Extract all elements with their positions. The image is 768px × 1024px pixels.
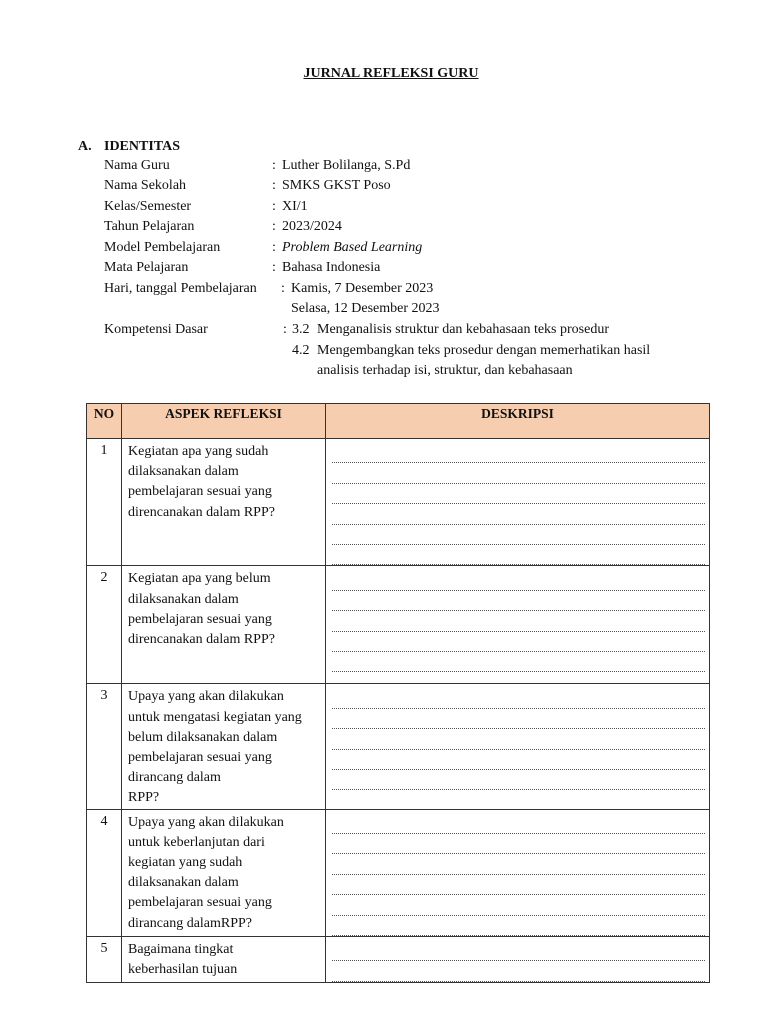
aspek-line: dirancang dalam <box>128 770 221 786</box>
dotted-answer-line[interactable] <box>332 854 705 874</box>
dotted-answer-line[interactable] <box>332 652 705 672</box>
dotted-answer-line[interactable] <box>332 750 705 770</box>
row-no: 5 <box>87 936 122 982</box>
kompetensi-text: Menganalisis struktur dan kebahasaan teks prosedur <box>317 322 609 337</box>
document-title: JURNAL REFLEKSI GURU <box>303 66 479 81</box>
dotted-answer-line[interactable] <box>332 591 705 611</box>
section-title: IDENTITAS <box>104 139 180 154</box>
dotted-answer-line[interactable] <box>332 632 705 652</box>
kompetensi-num: 4.2 <box>292 343 310 358</box>
dotted-answer-line[interactable] <box>332 770 705 790</box>
row-no: 4 <box>87 809 122 936</box>
header-no: NO <box>87 404 122 439</box>
table-row <box>87 684 710 809</box>
row-no: 1 <box>87 439 122 566</box>
aspek-line: kegiatan yang sudah <box>128 854 243 870</box>
dotted-answer-line[interactable] <box>332 875 705 895</box>
aspek-line: untuk keberlanjutan dari <box>128 834 265 850</box>
dotted-answer-line[interactable] <box>332 463 705 483</box>
dotted-answer-line[interactable] <box>332 484 705 504</box>
header-aspek: ASPEK REFLEKSI <box>122 404 326 439</box>
dotted-answer-line[interactable] <box>332 443 705 463</box>
dotted-answer-line[interactable] <box>332 709 705 729</box>
dotted-answer-line[interactable] <box>332 834 705 854</box>
aspek-line: Bagaimana tingkat <box>128 941 234 957</box>
dotted-answer-line[interactable] <box>332 570 705 590</box>
field-colon: : <box>272 219 276 234</box>
aspek-line: dilaksanakan dalam <box>128 464 239 480</box>
row-aspek <box>122 439 326 566</box>
aspek-line: dilaksanakan dalam <box>128 591 239 607</box>
field-value: Bahasa Indonesia <box>282 260 381 275</box>
aspek-line: Upaya yang akan dilakukan <box>128 814 284 830</box>
aspek-line: Upaya yang akan dilakukan <box>128 689 284 705</box>
field-colon: : <box>281 281 285 296</box>
dotted-answer-line[interactable] <box>332 525 705 545</box>
field-colon: : <box>272 260 276 275</box>
dotted-answer-line[interactable] <box>332 729 705 749</box>
dotted-answer-line[interactable] <box>332 916 705 936</box>
field-value: 2023/2024 <box>282 219 342 234</box>
aspek-line: direncanakan dalam RPP? <box>128 631 275 647</box>
row-aspek <box>122 684 326 809</box>
field-label: Nama Guru <box>104 158 170 173</box>
table-header-row <box>87 404 710 439</box>
row-deskripsi[interactable] <box>326 936 710 982</box>
field-value: XI/1 <box>282 199 308 214</box>
field-colon: : <box>272 199 276 214</box>
aspek-line: pembelajaran sesuai yang <box>128 749 272 765</box>
row-deskripsi[interactable] <box>326 684 710 809</box>
row-deskripsi[interactable] <box>326 566 710 684</box>
field-colon: : <box>272 158 276 173</box>
field-label: Nama Sekolah <box>104 178 187 193</box>
aspek-line: pembelajaran sesuai yang <box>128 611 272 627</box>
table-row <box>87 809 710 936</box>
aspek-line: RPP? <box>128 790 160 806</box>
aspek-line: dirancang dalamRPP? <box>128 915 253 931</box>
kompetensi-text: Mengembangkan teks prosedur dengan memerhatikan hasil <box>317 343 651 358</box>
row-aspek <box>122 936 326 982</box>
dotted-answer-line[interactable] <box>332 545 705 565</box>
field-label: Hari, tanggal Pembelajaran <box>104 281 257 296</box>
field-label: Kelas/Semester <box>104 199 192 214</box>
table-row <box>87 566 710 684</box>
row-aspek <box>122 566 326 684</box>
kompetensi-text-line2: analisis terhadap isi, struktur, dan kebahasaan <box>317 363 573 378</box>
field-value: Kamis, 7 Desember 2023 <box>291 281 434 296</box>
dotted-answer-line[interactable] <box>332 504 705 524</box>
section-letter: A. <box>78 139 92 154</box>
kompetensi-colon: : <box>283 322 287 337</box>
row-no: 2 <box>87 566 122 684</box>
field-value: Problem Based Learning <box>282 240 423 255</box>
aspek-line: belum dilaksanakan dalam <box>128 729 278 745</box>
kompetensi-label: Kompetensi Dasar <box>104 322 208 337</box>
row-deskripsi[interactable] <box>326 439 710 566</box>
field-label: Mata Pelajaran <box>104 260 189 275</box>
field-colon: : <box>272 178 276 193</box>
section-heading-identitas <box>78 139 180 155</box>
aspek-line: untuk mengatasi kegiatan yang <box>128 709 302 725</box>
field-label: Tahun Pelajaran <box>104 219 195 234</box>
field-colon: : <box>272 240 276 255</box>
field-value-second: Selasa, 12 Desember 2023 <box>291 301 440 316</box>
dotted-answer-line[interactable] <box>332 941 705 961</box>
aspek-line: pembelajaran sesuai yang <box>128 895 272 911</box>
aspek-line: Kegiatan apa yang sudah <box>128 444 269 459</box>
table-row <box>87 936 710 982</box>
field-label: Model Pembelajaran <box>104 240 221 255</box>
table-row <box>87 439 710 566</box>
row-no: 3 <box>87 684 122 809</box>
field-value: Luther Bolilanga, S.Pd <box>282 158 411 173</box>
aspek-line: pembelajaran sesuai yang <box>128 484 272 500</box>
dotted-answer-line[interactable] <box>332 688 705 708</box>
row-deskripsi[interactable] <box>326 809 710 936</box>
dotted-answer-line[interactable] <box>332 611 705 631</box>
field-value: SMKS GKST Poso <box>282 178 391 193</box>
dotted-answer-line[interactable] <box>332 895 705 915</box>
reflection-table <box>86 403 710 983</box>
aspek-line: dilaksanakan dalam <box>128 875 239 891</box>
aspek-line: keberhasilan tujuan <box>128 962 238 978</box>
kompetensi-num: 3.2 <box>292 322 310 337</box>
aspek-line: Kegiatan apa yang belum <box>128 571 271 587</box>
row-aspek <box>122 809 326 936</box>
dotted-answer-line[interactable] <box>332 961 705 981</box>
dotted-answer-line[interactable] <box>332 814 705 834</box>
header-deskripsi: DESKRIPSI <box>326 404 710 439</box>
aspek-line: direncanakan dalam RPP? <box>128 504 275 520</box>
